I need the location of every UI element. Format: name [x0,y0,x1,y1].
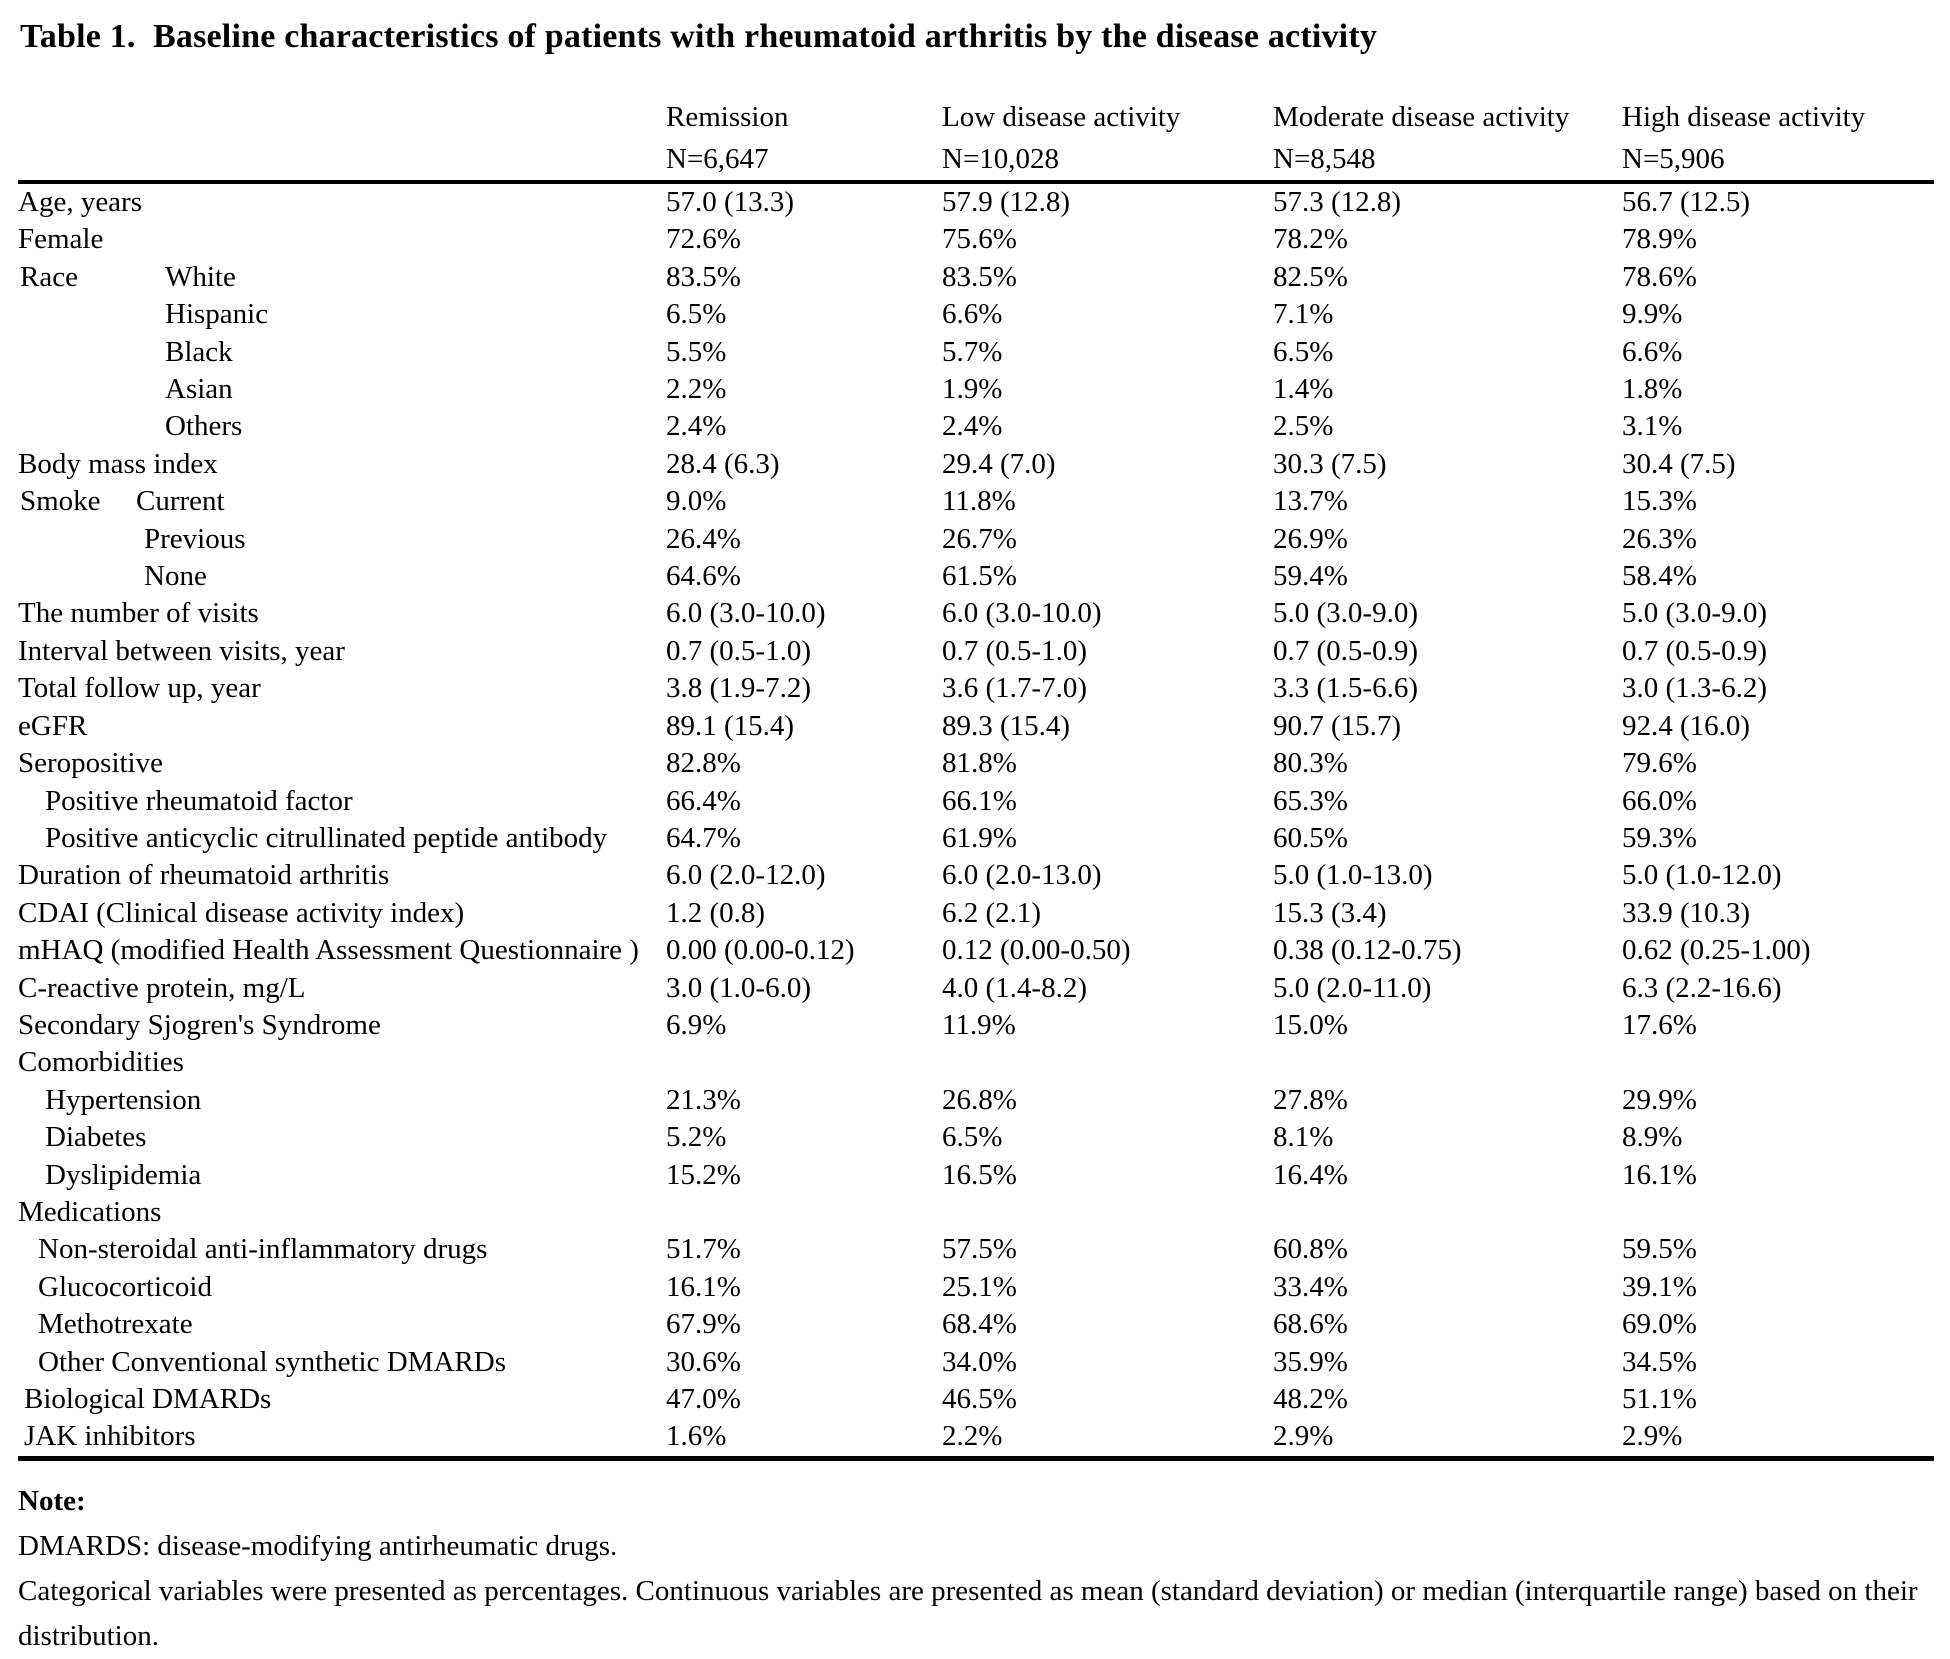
row-label-cell [18,259,666,296]
column-header-label: Moderate disease activity [1273,101,1570,133]
cell-value: 3.1% [1622,410,1683,443]
cell-value: 3.3 (1.5-6.6) [1273,672,1418,705]
cell-value: 33.4% [1273,1270,1348,1303]
row-label-cell [18,1044,666,1081]
row-label-cell [18,708,666,745]
cell-value: 69.0% [1622,1308,1697,1341]
column-header-label: High disease activity [1622,101,1866,133]
table-body [18,182,1934,1458]
row-label-cell [18,970,666,1007]
row-label-cell [18,595,666,632]
cell-value: 25.1% [942,1270,1017,1303]
row-label: CDAI (Clinical disease activity index) [18,896,465,929]
table-row [18,745,1934,782]
cell-value [942,1194,1273,1231]
table-row [18,1418,1934,1458]
row-label: Hispanic [165,298,269,331]
cell-value: 8.9% [1622,1121,1683,1154]
cell-value: 61.9% [942,821,1017,854]
row-label: The number of visits [18,597,259,630]
cell-value: 6.0 (3.0-10.0) [942,597,1102,630]
cell-value: 82.5% [1273,260,1348,293]
cell-value: 72.6% [666,223,741,256]
row-label-cell [18,1381,666,1418]
row-label: Current [136,485,225,518]
table-notes [18,1479,1926,1659]
row-label: mHAQ (modified Health Assessment Questionnaire ) [18,934,639,967]
note-line-abbreviation: DMARDS: disease-modifying antirheumatic drugs. [18,1529,618,1562]
cell-value: 26.8% [942,1083,1017,1116]
table-row [18,483,1934,520]
cell-value [1622,1044,1934,1081]
row-label: Female [18,223,104,256]
cell-value: 92.4 (16.0) [1622,709,1751,742]
row-label-cell [18,334,666,371]
table-row [18,595,1934,632]
table-row [18,1381,1934,1418]
cell-value: 39.1% [1622,1270,1697,1303]
header-spacer-cell [18,96,666,182]
table-row [18,521,1934,558]
column-header [942,96,1273,182]
cell-value: 0.7 (0.5-1.0) [942,634,1087,667]
cell-value: 0.12 (0.00-0.50) [942,934,1131,967]
cell-value: 34.0% [942,1345,1017,1378]
row-label: Non-steroidal anti-inflammatory drugs [38,1233,488,1266]
row-label-cell [18,1194,666,1231]
cell-value: 5.0 (1.0-13.0) [1273,859,1433,892]
column-header [1273,96,1622,182]
row-label-cell [18,1119,666,1156]
row-label: Asian [165,373,233,406]
cell-value: 5.7% [942,335,1003,368]
table-row [18,633,1934,670]
row-label-cell [18,558,666,595]
cell-value: 26.4% [666,522,741,555]
cell-value: 6.0 (2.0-13.0) [942,859,1102,892]
row-label-cell [18,483,666,520]
cell-value: 3.0 (1.0-6.0) [666,971,811,1004]
table-caption: Table 1. Baseline characteristics of patients with rheumatoid arthritis by the disease activity [20,18,1378,55]
row-label-cell [18,521,666,558]
cell-value: 5.2% [666,1121,727,1154]
table-row [18,1231,1934,1268]
cell-value: 6.5% [666,298,727,331]
cell-value: 6.0 (2.0-12.0) [666,859,826,892]
cell-value: 57.3 (12.8) [1273,186,1402,218]
row-label: Glucocorticoid [38,1270,212,1303]
cell-value: 89.3 (15.4) [942,709,1071,742]
cell-value: 16.1% [666,1270,741,1303]
row-label-cell [18,182,666,221]
row-label-cell [18,633,666,670]
row-label-cell [18,745,666,782]
cell-value: 6.9% [666,1008,727,1041]
cell-value: 2.9% [1622,1420,1683,1453]
row-label-cell [18,371,666,408]
cell-value: 57.0 (13.3) [666,186,795,218]
cell-value [1273,1044,1622,1081]
table-header [18,96,1934,182]
cell-value: 21.3% [666,1083,741,1116]
cell-value: 58.4% [1622,560,1697,593]
cell-value: 6.2 (2.1) [942,896,1042,929]
row-label-cell [18,1231,666,1268]
cell-value: 68.4% [942,1308,1017,1341]
cell-value: 7.1% [1273,298,1334,331]
cell-value: 5.5% [666,335,727,368]
row-label-cell [18,1082,666,1119]
table-row [18,1344,1934,1381]
cell-value: 0.7 (0.5-1.0) [666,634,811,667]
row-label-cell [18,1157,666,1194]
row-group-label: Smoke [20,485,101,518]
cell-value: 2.4% [942,410,1003,443]
cell-value [1273,1194,1622,1231]
row-label-cell [18,783,666,820]
cell-value: 60.8% [1273,1233,1348,1266]
table-row [18,1082,1934,1119]
cell-value: 6.3 (2.2-16.6) [1622,971,1782,1004]
row-label-cell [18,1007,666,1044]
table-row [18,371,1934,408]
row-label: Hypertension [45,1083,202,1116]
cell-value: 2.2% [942,1420,1003,1453]
cell-value: 13.7% [1273,485,1348,518]
cell-value: 8.1% [1273,1121,1334,1154]
cell-value: 0.00 (0.00-0.12) [666,934,855,967]
cell-value: 0.7 (0.5-0.9) [1273,634,1418,667]
table-row [18,259,1934,296]
cell-value: 46.5% [942,1383,1017,1415]
table-row [18,670,1934,707]
row-group-label: Race [20,260,78,293]
cell-value: 79.6% [1622,747,1697,780]
table-row [18,1194,1934,1231]
cell-value: 66.4% [666,784,741,817]
cell-value: 5.0 (1.0-12.0) [1622,859,1782,892]
row-label-cell [18,221,666,258]
cell-value: 78.6% [1622,260,1697,293]
cell-value: 5.0 (3.0-9.0) [1622,597,1767,630]
row-label-cell [18,1344,666,1381]
row-label-cell [18,895,666,932]
table-row [18,708,1934,745]
cell-value: 83.5% [666,260,741,293]
table-row [18,334,1934,371]
cell-value: 6.6% [1622,335,1683,368]
table-row [18,221,1934,258]
table-row [18,1007,1934,1044]
cell-value: 81.8% [942,747,1017,780]
cell-value: 28.4 (6.3) [666,447,780,480]
row-label-cell [18,820,666,857]
row-label: Other Conventional synthetic DMARDs [38,1345,506,1378]
row-label: Previous [144,522,246,555]
row-label: Seropositive [18,747,163,780]
cell-value: 67.9% [666,1308,741,1341]
cell-value: 64.7% [666,821,741,854]
table-row [18,932,1934,969]
cell-value: 68.6% [1273,1308,1348,1341]
row-label-cell [18,1418,666,1458]
table-row [18,296,1934,333]
cell-value: 3.6 (1.7-7.0) [942,672,1087,705]
cell-value: 17.6% [1622,1008,1697,1041]
row-label-cell [18,1306,666,1343]
row-label: eGFR [18,709,88,742]
cell-value: 6.5% [942,1121,1003,1154]
cell-value [1622,1194,1934,1231]
row-label: Black [165,335,233,368]
cell-value: 6.0 (3.0-10.0) [666,597,826,630]
cell-value: 9.0% [666,485,727,518]
column-header-n: N=5,906 [1622,143,1725,175]
table-row [18,783,1934,820]
row-label: None [144,560,207,593]
cell-value: 11.9% [942,1008,1016,1041]
column-header-n: N=8,548 [1273,143,1376,175]
cell-value: 5.0 (3.0-9.0) [1273,597,1418,630]
row-label: Medications [18,1195,162,1228]
cell-value: 11.8% [942,485,1016,518]
cell-value: 1.8% [1622,373,1683,406]
table-row [18,1157,1934,1194]
row-label: Positive rheumatoid factor [45,784,353,817]
row-label: Biological DMARDs [24,1383,272,1415]
cell-value: 51.1% [1622,1383,1697,1415]
cell-value: 9.9% [1622,298,1683,331]
cell-value: 27.8% [1273,1083,1348,1116]
row-label: Total follow up, year [18,672,261,705]
table-row [18,857,1934,894]
row-label-cell [18,446,666,483]
cell-value: 65.3% [1273,784,1348,817]
row-label: Interval between visits, year [18,634,345,667]
cell-value: 29.9% [1622,1083,1697,1116]
cell-value: 30.4 (7.5) [1622,447,1736,480]
cell-value: 78.2% [1273,223,1348,256]
cell-value: 47.0% [666,1383,741,1415]
cell-value: 16.4% [1273,1158,1348,1191]
column-header-n: N=10,028 [942,143,1060,175]
cell-value: 1.6% [666,1420,727,1453]
cell-value: 90.7 (15.7) [1273,709,1402,742]
row-label-cell [18,857,666,894]
cell-value: 4.0 (1.4-8.2) [942,971,1087,1004]
column-header-n: N=6,647 [666,143,769,175]
row-label-cell [18,1269,666,1306]
cell-value: 59.4% [1273,560,1348,593]
cell-value: 26.3% [1622,522,1697,555]
note-heading: Note: [18,1484,86,1517]
column-header [666,96,942,182]
cell-value: 35.9% [1273,1345,1348,1378]
cell-value: 2.4% [666,410,727,443]
row-label: C-reactive protein, mg/L [18,971,306,1004]
row-label: Methotrexate [38,1308,193,1341]
cell-value: 57.9 (12.8) [942,186,1071,218]
column-header-label: Low disease activity [942,101,1181,133]
cell-value: 0.7 (0.5-0.9) [1622,634,1767,667]
cell-value: 80.3% [1273,747,1348,780]
cell-value: 0.38 (0.12-0.75) [1273,934,1462,967]
row-label: Secondary Sjogren's Syndrome [18,1008,381,1041]
cell-value: 75.6% [942,223,1017,256]
cell-value: 0.62 (0.25-1.00) [1622,934,1811,967]
cell-value: 51.7% [666,1233,741,1266]
cell-value: 30.6% [666,1345,741,1378]
cell-value [942,1044,1273,1081]
table-row [18,182,1934,221]
cell-value: 78.9% [1622,223,1697,256]
table-row [18,558,1934,595]
cell-value: 2.5% [1273,410,1334,443]
cell-value: 83.5% [942,260,1017,293]
cell-value: 64.6% [666,560,741,593]
cell-value: 26.9% [1273,522,1348,555]
cell-value: 48.2% [1273,1383,1348,1415]
cell-value: 34.5% [1622,1345,1697,1378]
table-row [18,820,1934,857]
cell-value: 56.7 (12.5) [1622,186,1751,218]
cell-value: 66.0% [1622,784,1697,817]
table-row [18,1119,1934,1156]
cell-value: 1.2 (0.8) [666,896,766,929]
row-label: Dyslipidemia [45,1158,202,1191]
cell-value: 15.3 (3.4) [1273,896,1387,929]
row-label: Age, years [18,186,143,218]
column-header [1622,96,1934,182]
row-label: White [165,260,236,293]
row-label: Body mass index [18,447,218,480]
cell-value: 1.9% [942,373,1003,406]
table-row [18,408,1934,445]
cell-value: 33.9 (10.3) [1622,896,1751,929]
row-label: Others [165,410,243,443]
cell-value: 2.2% [666,373,727,406]
cell-value: 61.5% [942,560,1017,593]
cell-value: 60.5% [1273,821,1348,854]
cell-value: 59.5% [1622,1233,1697,1266]
cell-value: 66.1% [942,784,1017,817]
cell-value [666,1194,942,1231]
cell-value: 29.4 (7.0) [942,447,1056,480]
row-label: Diabetes [45,1121,147,1154]
table-row [18,970,1934,1007]
cell-value: 2.9% [1273,1420,1334,1453]
cell-value: 26.7% [942,522,1017,555]
row-label-cell [18,296,666,333]
baseline-characteristics-table [18,96,1934,1461]
cell-value: 15.2% [666,1158,741,1191]
row-label: Positive anticyclic citrullinated peptide antibody [45,821,608,854]
row-label-cell [18,408,666,445]
cell-value: 5.0 (2.0-11.0) [1273,971,1432,1004]
row-label-cell [18,932,666,969]
cell-value: 59.3% [1622,821,1697,854]
table-row [18,1269,1934,1306]
cell-value: 3.0 (1.3-6.2) [1622,672,1767,705]
cell-value: 89.1 (15.4) [666,709,795,742]
cell-value [666,1044,942,1081]
column-header-label: Remission [666,101,789,133]
row-label: JAK inhibitors [24,1420,196,1453]
row-label-cell [18,670,666,707]
header-row [18,96,1934,182]
cell-value: 6.5% [1273,335,1334,368]
cell-value: 15.0% [1273,1008,1348,1041]
table-row [18,895,1934,932]
row-label: Comorbidities [18,1046,184,1079]
cell-value: 15.3% [1622,485,1697,518]
cell-value: 82.8% [666,747,741,780]
cell-value: 3.8 (1.9-7.2) [666,672,811,705]
row-label: Duration of rheumatoid arthritis [18,859,390,892]
cell-value: 16.5% [942,1158,1017,1191]
cell-value: 57.5% [942,1233,1017,1266]
cell-value: 30.3 (7.5) [1273,447,1387,480]
cell-value: 6.6% [942,298,1003,331]
note-line-methods: Categorical variables were presented as percentages. Continuous variables are presented as mean (standard deviation) or median (interquartile range) based on their distribution. [18,1574,1918,1652]
cell-value: 16.1% [1622,1158,1697,1191]
table-row [18,1306,1934,1343]
table-row [18,446,1934,483]
cell-value: 1.4% [1273,373,1334,406]
table-row [18,1044,1934,1081]
